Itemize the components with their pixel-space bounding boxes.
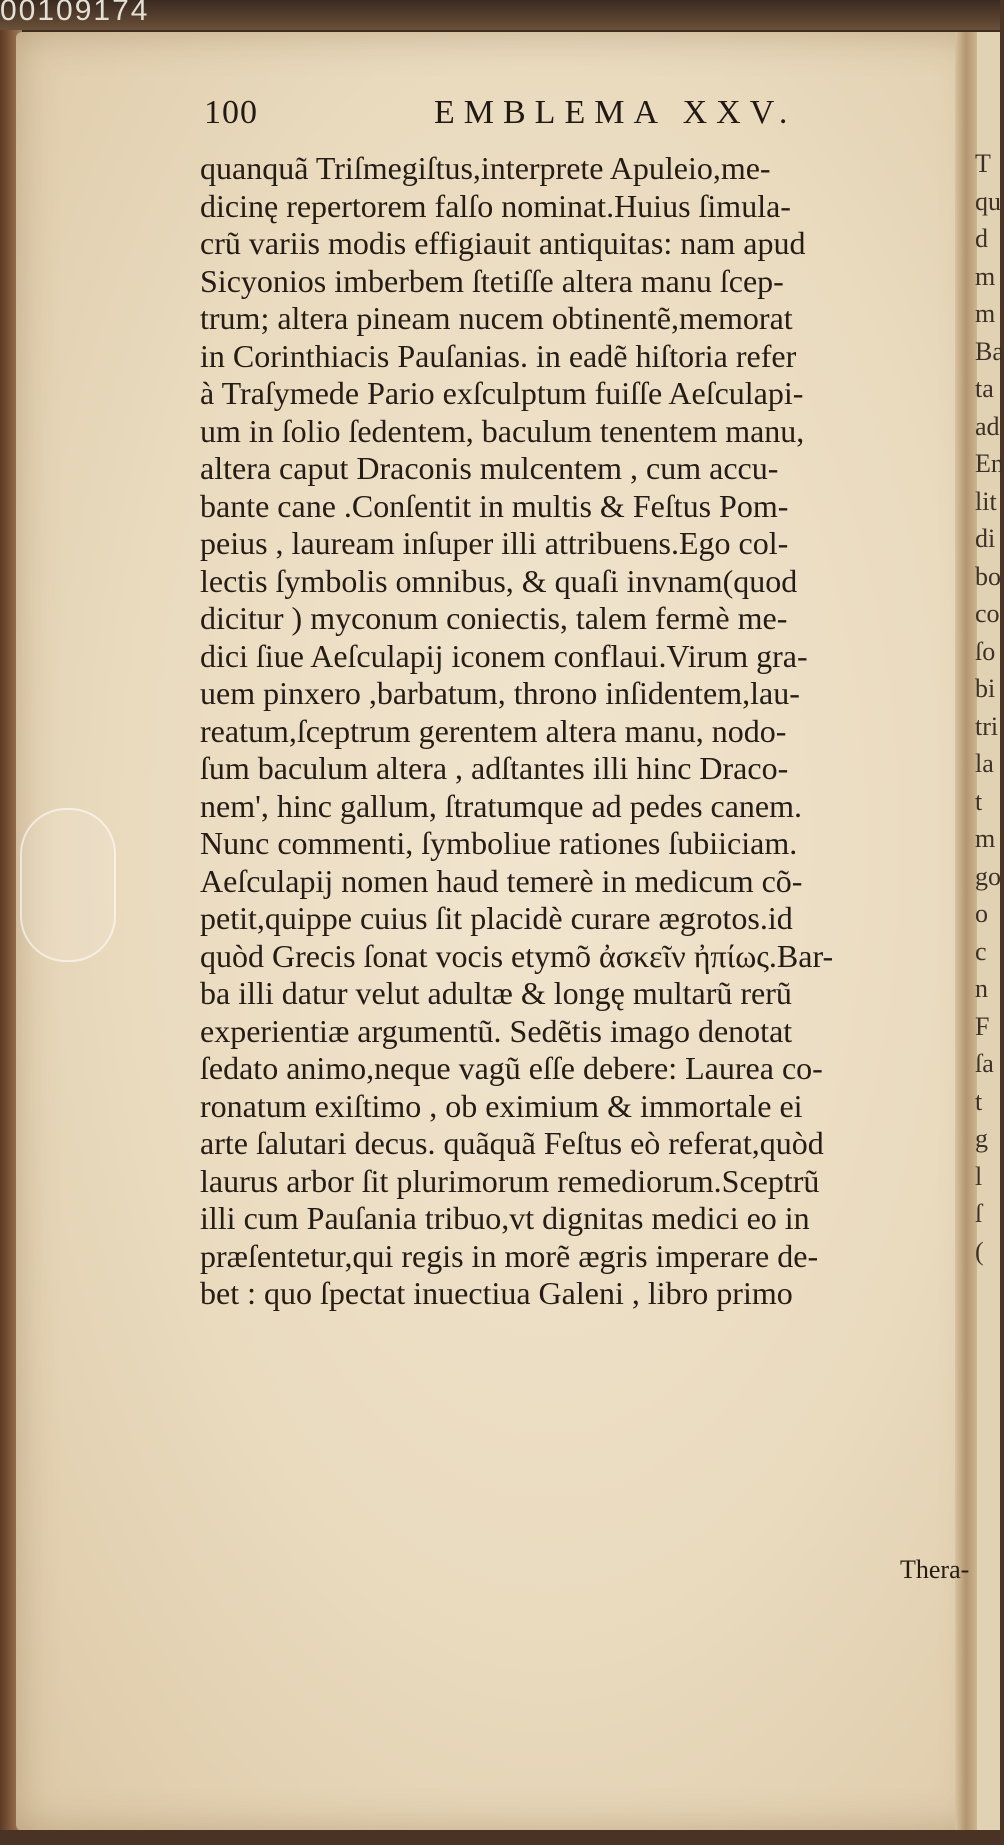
- text-line: arte ſalutari decus. quãquã Feſtus eò referat,quòd: [200, 1125, 824, 1161]
- text-line: dici ſiue Aeſculapij iconem conflaui.Virum gra-: [200, 637, 808, 674]
- text-line: bet : quo ſpectat inuectiua Galeni , libro primo: [200, 1275, 793, 1311]
- text-line: Aeſculapij nomen haud temerè in medicum cõ-: [200, 862, 803, 899]
- text-line: dicitur ) myconum coniectis, talem fermè me-: [200, 600, 788, 636]
- text-line: à Traſymede Pario exſculptum fuiſſe Aeſculapi-: [200, 375, 804, 411]
- text-line: nem', hinc gallum, ſtratumque ad pedes canem.: [200, 787, 803, 824]
- running-head: EMBLEMA XXV.: [434, 94, 797, 131]
- text-line: petit,quippe cuius ſit placidè curare ægrotos.id: [200, 900, 793, 936]
- text-line: quòd Grecis ſonat vocis etymõ ἀσκεῖν ἠπίως.Bar-: [200, 937, 834, 974]
- adjacent-page-strip: [975, 32, 1004, 1832]
- scan-bottom-edge: [0, 1830, 1000, 1845]
- text-line: lectis ſymbolis omnibus, & quaſi invnam(quod: [200, 562, 798, 599]
- scan-top-edge: [0, 0, 1000, 30]
- text-line: peius , lauream inſuper illi attribuens.Ego col-: [200, 525, 789, 561]
- text-line: experientiæ argumentũ. Sedẽtis imago denotat: [200, 1012, 793, 1049]
- text-line: in Corinthiacis Pauſanias. in eadẽ hiſtoria refer: [200, 337, 797, 374]
- text-line: ſum baculum altera , adſtantes illi hinc Draco-: [200, 750, 789, 786]
- adjacent-page-text: T qu d m m Ba ta ad En lit di bo co ſo bi tri la t m go o c n F ſa t g l ſ (: [975, 149, 1004, 1266]
- text-line: ſedato animo,neque vagũ eſſe debere: Laurea co-: [200, 1050, 823, 1086]
- text-line: Sicyonios imberbem ſtetiſſe altera manu ſcep-: [200, 262, 784, 299]
- text-line: reatum,ſceptrum gerentem altera manu, nodo-: [200, 712, 787, 749]
- body-text: [200, 150, 960, 1313]
- text-line: illi cum Pauſania tribuo,vt dignitas medici eo in: [200, 1200, 810, 1236]
- text-line: altera caput Draconis mulcentem , cum accu-: [200, 450, 779, 486]
- catchword: Thera-: [900, 1555, 970, 1584]
- text-line: bante cane .Conſentit in multis & Feſtus Pom-: [200, 487, 789, 524]
- text-line: ronatum exiſtimo , ob eximium & immortale ei: [200, 1087, 803, 1124]
- text-line: dicinę repertorem falſo nominat.Huius ſimula-: [200, 187, 791, 224]
- page-number: 100: [204, 94, 258, 131]
- text-line: crũ variis modis effigiauit antiquitas: nam apud: [200, 225, 806, 261]
- text-line: trum; altera pineam nucem obtinentẽ,memorat: [200, 300, 793, 336]
- archive-id: 00109174: [0, 0, 150, 27]
- text-line: quanquã Triſmegiſtus,interprete Apuleio,me-: [200, 150, 771, 186]
- text-line: Nunc commenti, ſymboliue rationes ſubiiciam.: [200, 825, 798, 861]
- text-line: ba illi datur velut adultæ & longę multarũ rerũ: [200, 975, 792, 1011]
- text-line: uem pinxero ,barbatum, throno inſidentem,lau-: [200, 675, 800, 711]
- text-line: præſentetur,qui regis in morẽ ægris imperare de-: [200, 1237, 819, 1274]
- text-line: laurus arbor ſit plurimorum remediorum.Sceptrũ: [200, 1162, 820, 1199]
- text-line: um in ſolio ſedentem, baculum tenentem manu,: [200, 412, 805, 449]
- glass-reflection: [20, 808, 116, 962]
